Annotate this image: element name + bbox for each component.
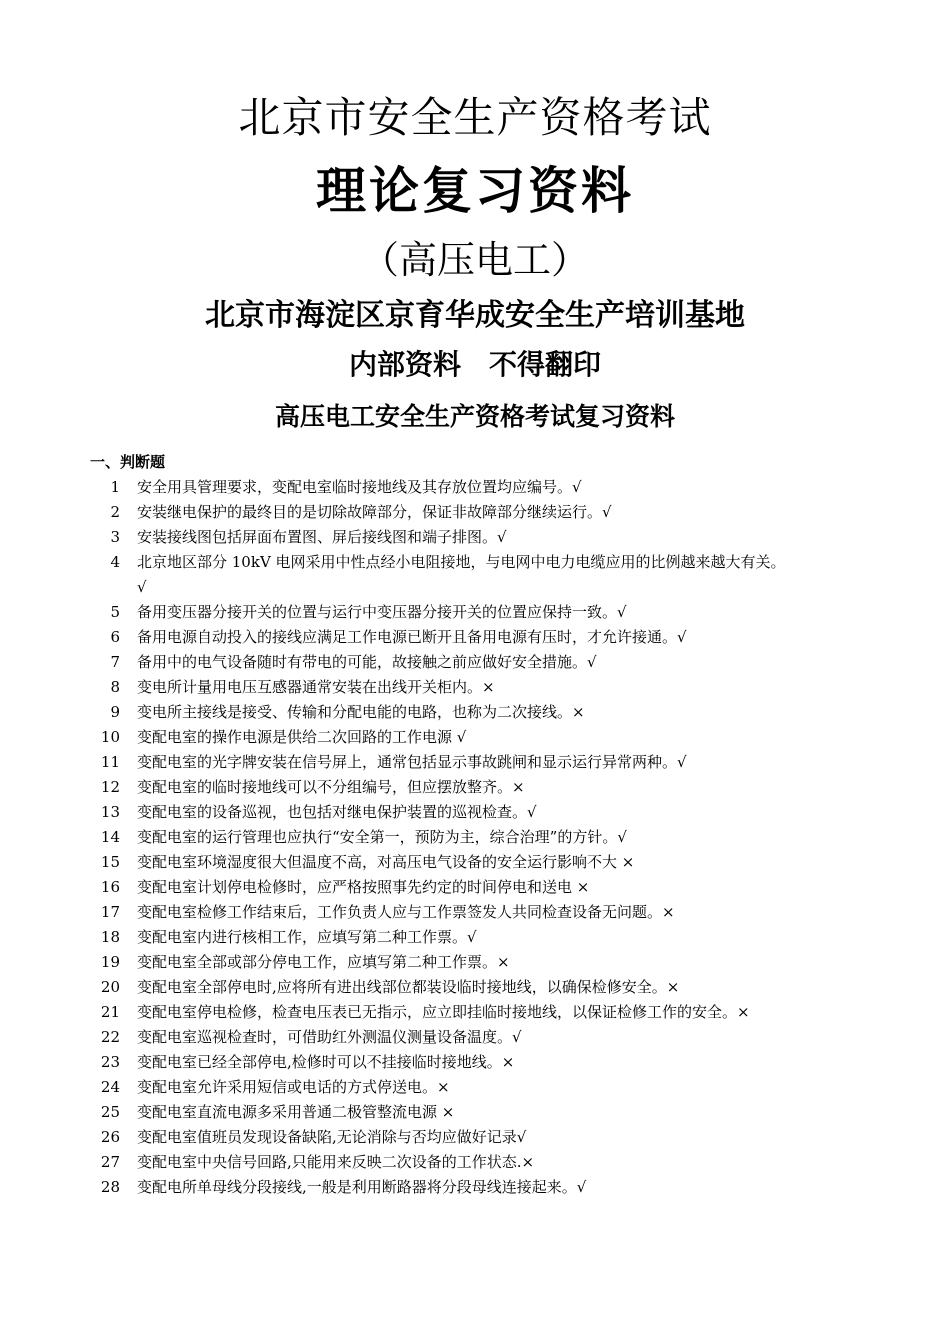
question-text: 备用中的电气设备随时有带电的可能，故接触之前应做好安全措施。√	[137, 653, 597, 671]
question-text: 安装接线图包括屏面布置图、屏后接线图和端子排图。√	[137, 528, 507, 546]
list-item	[0, 525, 950, 550]
list-item	[0, 475, 950, 500]
list-item	[0, 1175, 950, 1200]
question-text: 变电所主接线是接受、传输和分配电能的电路，也称为二次接线。×	[137, 703, 585, 721]
list-item	[0, 825, 950, 850]
question-number: 7	[110, 653, 120, 671]
list-item	[0, 650, 950, 675]
question-text: 备用变压器分接开关的位置与运行中变压器分接开关的位置应保持一致。√	[137, 603, 627, 621]
question-text: 变配电室计划停电检修时，应严格按照事先约定的时间停电和送电 ×	[137, 878, 590, 896]
internal-notice: 内部资料 不得翻印	[348, 348, 601, 381]
question-text-continuation: √	[137, 578, 147, 596]
list-item	[0, 750, 950, 775]
organization-name: 北京市海淀区京育华成安全生产培训基地	[205, 298, 745, 333]
question-text: 变配电所单母线分段接线,一般是利用断路器将分段母线连接起来。√	[137, 1178, 587, 1196]
question-number: 24	[100, 1078, 120, 1096]
question-number: 5	[110, 603, 120, 621]
section-heading-true-false: 一、判断题	[90, 453, 166, 471]
list-item	[0, 600, 950, 625]
question-number: 19	[100, 953, 120, 971]
list-item	[0, 775, 950, 800]
list-item	[0, 675, 950, 700]
question-text: 变配电室全部停电时,应将所有进出线部位都装设临时接地线，以确保检修安全。×	[137, 978, 680, 996]
list-item	[0, 1150, 950, 1175]
document-title-line1: 北京市安全生产资格考试	[238, 93, 712, 142]
document-title-line2: 理论复习资料	[316, 162, 634, 220]
list-item	[0, 1025, 950, 1050]
question-text: 变配电室内进行核相工作，应填写第二种工作票。√	[137, 928, 477, 946]
list-item	[0, 800, 950, 825]
question-text: 安全用具管理要求，变配电室临时接地线及其存放位置均应编号。√	[137, 478, 582, 496]
question-number: 27	[100, 1153, 120, 1171]
document-subtitle: 高压电工安全生产资格考试复习资料	[274, 402, 675, 431]
question-number: 15	[100, 853, 120, 871]
question-number: 2	[110, 503, 120, 521]
question-list	[0, 475, 950, 1200]
list-item	[0, 875, 950, 900]
list-item	[0, 1000, 950, 1025]
question-number: 11	[100, 753, 120, 771]
question-number: 6	[110, 628, 120, 646]
question-text: 变电所计量用电压互感器通常安装在出线开关柜内。×	[137, 678, 495, 696]
question-text: 安装继电保护的最终目的是切除故障部分，保证非故障部分继续运行。√	[137, 503, 612, 521]
question-text: 变配电室的操作电源是供给二次回路的工作电源 √	[137, 728, 467, 746]
question-number: 21	[100, 1003, 120, 1021]
list-item	[0, 625, 950, 650]
question-text: 变配电室的运行管理也应执行“安全第一，预防为主，综合治理”的方针。√	[137, 828, 627, 846]
question-number: 23	[100, 1053, 120, 1071]
list-item	[0, 1050, 950, 1075]
question-number: 26	[100, 1128, 120, 1146]
question-number: 1	[110, 478, 120, 496]
list-item	[0, 1125, 950, 1150]
list-item	[0, 550, 950, 600]
question-number: 14	[100, 828, 120, 846]
document-title-line3: （高压电工）	[360, 238, 589, 282]
question-text: 变配电室的临时接地线可以不分组编号，但应摆放整齐。×	[137, 778, 525, 796]
list-item	[0, 950, 950, 975]
question-text: 变配电室值班员发现设备缺陷,无论消除与否均应做好记录√	[137, 1128, 527, 1146]
list-item	[0, 500, 950, 525]
question-text: 变配电室巡视检查时，可借助红外测温仪测量设备温度。√	[137, 1028, 522, 1046]
list-item	[0, 925, 950, 950]
question-text: 变配电室检修工作结束后，工作负责人应与工作票签发人共同检查设备无问题。×	[137, 903, 675, 921]
list-item	[0, 1100, 950, 1125]
question-text: 变配电室停电检修，检查电压表已无指示，应立即挂临时接地线，以保证检修工作的安全。×	[137, 1003, 750, 1021]
question-text: 变配电室的光字牌安装在信号屏上，通常包括显示事故跳闸和显示运行异常两种。√	[137, 753, 687, 771]
question-number: 16	[100, 878, 120, 896]
question-number: 18	[100, 928, 120, 946]
question-number: 8	[110, 678, 120, 696]
list-item	[0, 700, 950, 725]
list-item	[0, 850, 950, 875]
list-item	[0, 900, 950, 925]
question-number: 9	[110, 703, 120, 721]
question-text: 备用电源自动投入的接线应满足工作电源已断开且备用电源有压时，才允许接通。√	[137, 628, 687, 646]
question-text: 变配电室全部或部分停电工作，应填写第二种工作票。×	[137, 953, 510, 971]
question-text: 变配电室的设备巡视，也包括对继电保护装置的巡视检查。√	[137, 803, 537, 821]
question-text: 北京地区部分 10kV 电网采用中性点经小电阻接地，与电网中电力电缆应用的比例越来越大有关。	[137, 553, 786, 571]
question-number: 12	[100, 778, 120, 796]
question-text: 变配电室允许采用短信或电话的方式停送电。×	[137, 1078, 450, 1096]
question-number: 10	[100, 728, 120, 746]
question-number: 3	[110, 528, 120, 546]
question-number: 25	[100, 1103, 120, 1121]
list-item	[0, 725, 950, 750]
question-number: 13	[100, 803, 120, 821]
list-item	[0, 1075, 950, 1100]
question-number: 17	[100, 903, 120, 921]
question-text: 变配电室直流电源多采用普通二极管整流电源 ×	[137, 1103, 455, 1121]
question-number: 20	[100, 978, 120, 996]
question-text: 变配电室环境湿度很大但温度不高，对高压电气设备的安全运行影响不大 ×	[137, 853, 635, 871]
question-number: 22	[100, 1028, 120, 1046]
question-text: 变配电室中央信号回路,只能用来反映二次设备的工作状态.×	[137, 1153, 535, 1171]
list-item	[0, 975, 950, 1000]
question-number: 4	[110, 553, 120, 571]
question-text: 变配电室已经全部停电,检修时可以不挂接临时接地线。×	[137, 1053, 515, 1071]
question-number: 28	[100, 1178, 120, 1196]
